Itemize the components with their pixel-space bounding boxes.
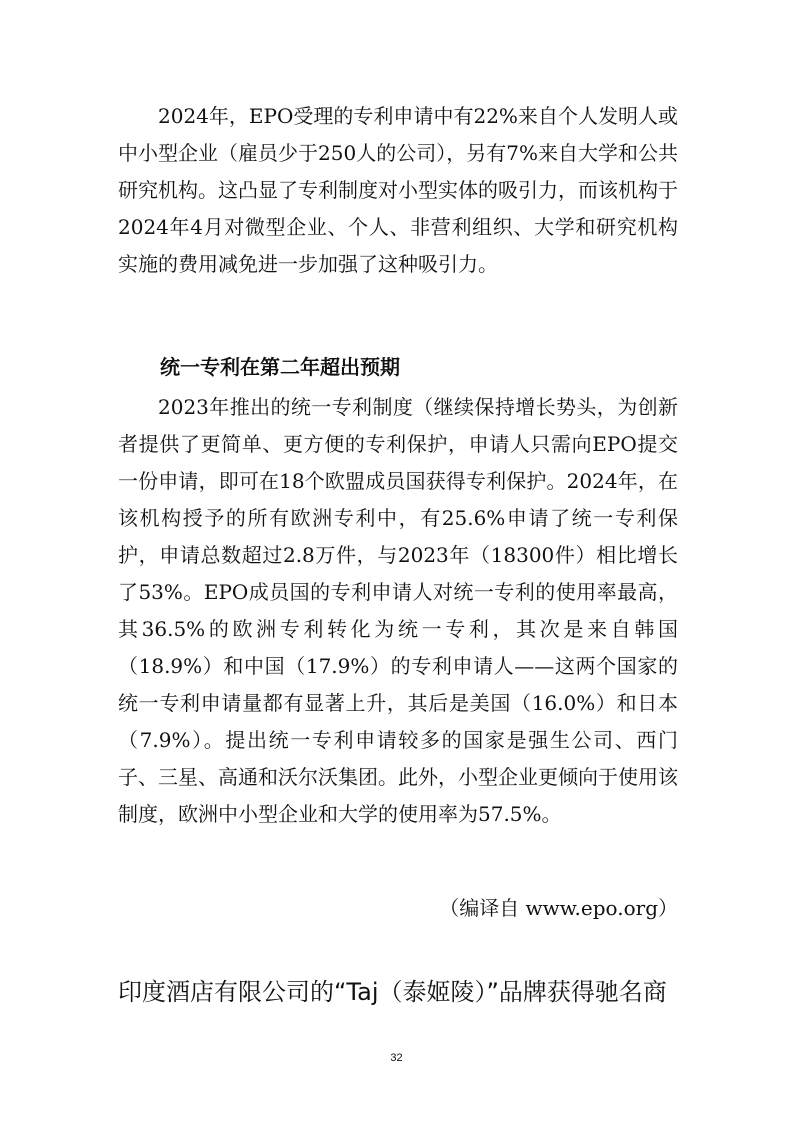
section-heading-unitary-patent: 统一专利在第二年超出预期 [160, 355, 400, 379]
page-number: 32 [390, 1052, 403, 1064]
paragraph-epo-applicants: 2024年，EPO受理的专利申请中有22%来自个人发明人或中小型企业（雇员少于250人的公司），另有7%来自大学和公共研究机构。这凸显了专利制度对小型实体的吸引力，而该机构于2024年4月对微型企业、个人、非营利组织、大学和研究机构实施的费用减免进一步加强了这种吸引力。 [118, 104, 678, 276]
next-article-title: 印度酒店有限公司的“Taj（泰姬陵）”品牌获得驰名商 [118, 978, 667, 1006]
source-citation: （编译自 www.epo.org） [439, 896, 678, 920]
paragraph-unitary-patent: 2023年推出的统一专利制度（继续保持增长势头，为创新者提供了更简单、更方便的专利保护，申请人只需向EPO提交一份申请，即可在18个欧盟成员国获得专利保护。2024年，在该机构授予的所有欧洲专利中，有25.6%申请了统一专利保护，申请总数超过2.8万件，与2023年（18300件）相比增长了53%。EPO成员国的专利申请人对统一专利的使用率最高，其36.5%的欧洲专利转化为统一专利，其次是来自韩国（18.9%）和中国（17.9%）的专利申请人——这两个国家的统一专利申请量都有显著上升，其后是美国（16.0%）和日本（7.9%）。提出统一专利申请较多的国家是强生公司、西门子、三星、高通和沃尔沃集团。此外，小型企业更倾向于使用该制度，欧洲中小型企业和大学的使用率为57.5%。 [118, 395, 678, 826]
